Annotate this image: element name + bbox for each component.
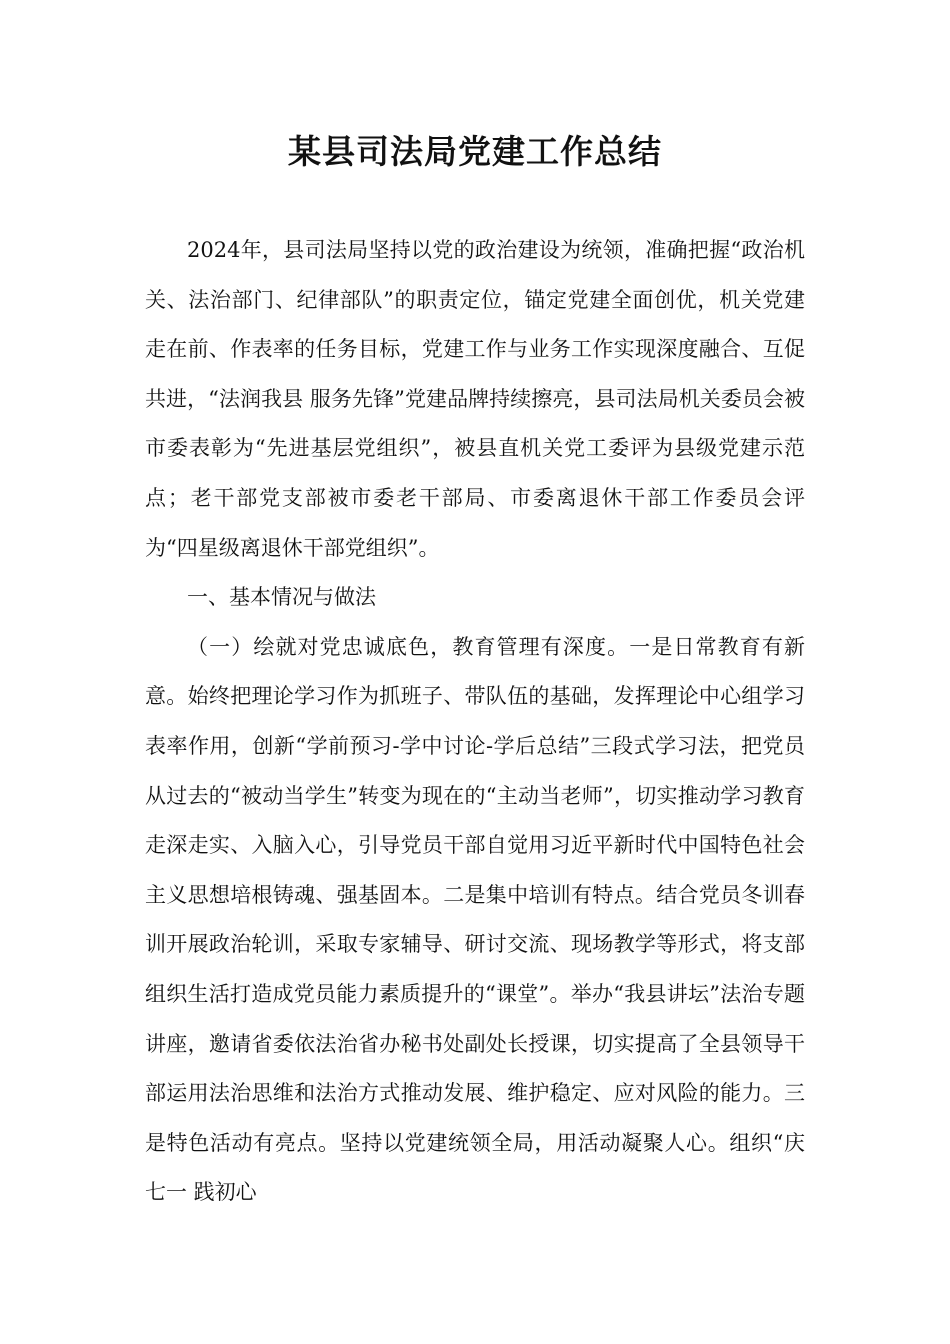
- document-body: [145, 226, 805, 1218]
- document-title: 某县司法局党建工作总结: [288, 132, 662, 171]
- section-paragraph: （一）绘就对党忠诚底色，教育管理有深度。一是日常教育有新意。始终把理论学习作为抓班子、带队伍的基础，发挥理论中心组学习表率作用，创新“学前预习-学中讨论-学后总结”三段式学习法，把党员从过去的“被动当学生”转变为现在的“主动当老师”，切实推动学习教育走深走实、入脑入心，引导党员干部自觉用习近平新时代中国特色社会主义思想培根铸魂、强基固本。二是集中培训有特点。结合党员冬训春训开展政治轮训，采取专家辅导、研讨交流、现场教学等形式，将支部组织生活打造成党员能力素质提升的“课堂”。举办“我县讲坛”法治专题讲座，邀请省委依法治省办秘书处副处长授课，切实提高了全县领导干部运用法治思维和法治方式推动发展、维护稳定、应对风险的能力。三是特色活动有亮点。坚持以党建统领全局，用活动凝聚人心。组织“庆七一 践初心: [145, 634, 805, 1205]
- section-heading: 一、基本情况与做法: [187, 585, 376, 610]
- intro-paragraph: 2024年，县司法局坚持以党的政治建设为统领，准确把握“政治机关、法治部门、纪律部队”的职责定位，锚定党建全面创优，机关党建走在前、作表率的任务目标，党建工作与业务工作实现深度融合、互促共进，“法润我县 服务先锋”党建品牌持续擦亮，县司法局机关委员会被市委表彰为“先进基层党组织”，被县直机关党工委评为县级党建示范点；老干部党支部被市委老干部局、市委离退休干部工作委员会评为“四星级离退休干部党组织”。: [145, 238, 805, 560]
